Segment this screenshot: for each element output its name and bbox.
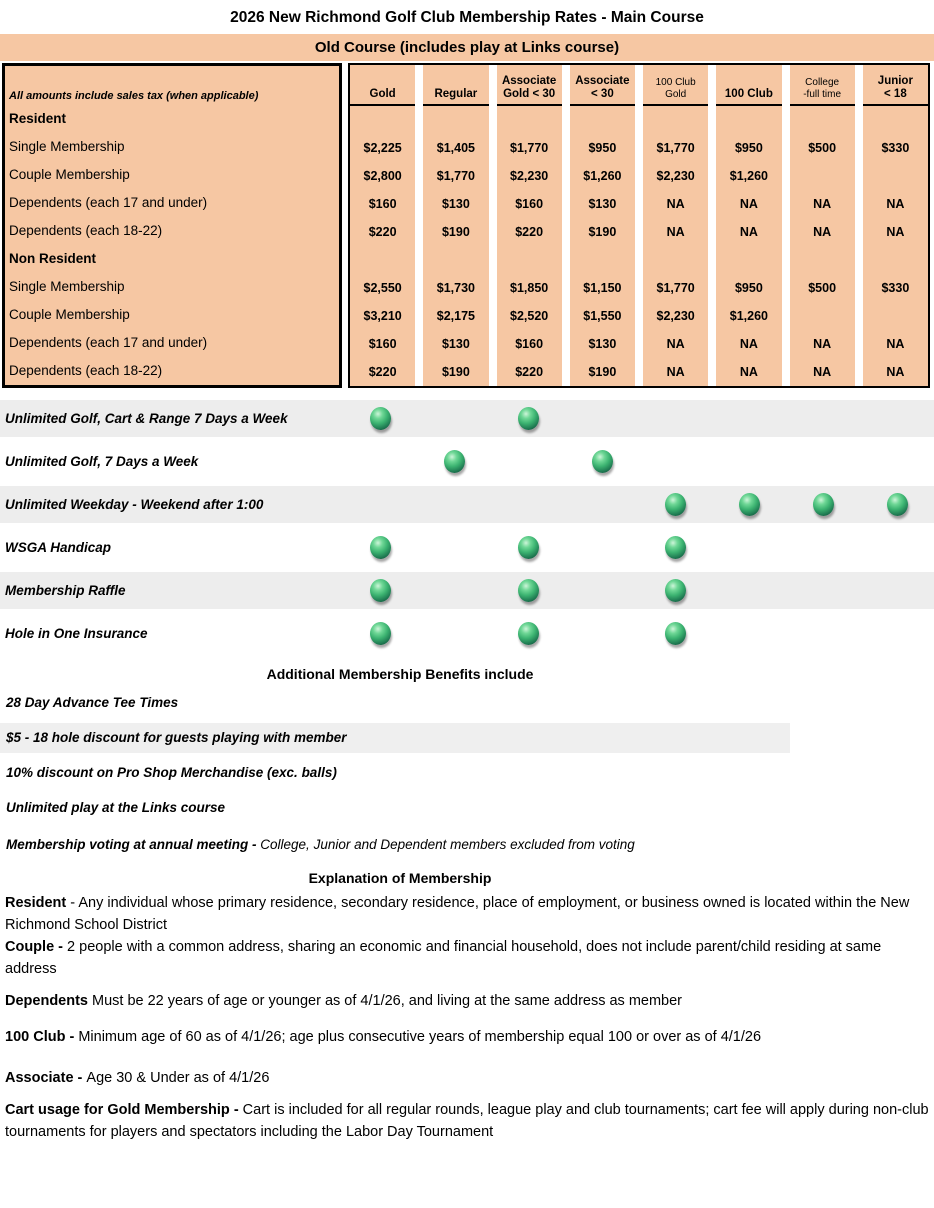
additional-benefit-item: $5 - 18 hole discount for guests playing with member [0,723,790,753]
price-cell: $2,225 [363,141,402,155]
price-cell [790,162,855,190]
price-cell [863,246,928,274]
price-cell: $2,800 [363,169,402,183]
column-header-line1: College [805,77,840,88]
rate-row-label: Single Membership [9,139,125,154]
benefit-cell [569,572,635,609]
additional-benefits-heading: Additional Membership Benefits include [266,666,534,682]
benefit-cell [496,400,562,437]
price-cell: $1,770 [510,141,549,155]
price-cell [863,106,928,134]
price-cell: $160 [515,337,544,351]
golf-ball-icon [665,536,686,559]
rates-price-grid [348,63,930,388]
price-cell: $3,210 [363,309,402,323]
price-cell: NA [813,197,832,211]
golf-ball-icon [370,536,391,559]
column-header-100-club-gold [643,65,708,106]
price-cell: NA [886,197,905,211]
benefit-row [0,443,934,480]
golf-ball-icon [370,622,391,645]
benefit-cell [422,400,488,437]
benefit-row [0,615,934,652]
golf-ball-icon [518,622,539,645]
price-cell: $1,850 [510,281,549,295]
benefit-cell [422,572,488,609]
price-cell [423,106,488,134]
price-cell: $220 [368,225,397,239]
golf-ball-icon [518,579,539,602]
included-benefits-list [0,400,934,652]
benefit-cell [422,486,488,523]
column-header-line2: -full time [803,89,842,100]
price-cell: $220 [515,225,544,239]
price-cell: $1,260 [729,309,768,323]
price-cell: $1,550 [583,309,622,323]
price-cell: $1,770 [656,141,695,155]
price-cell: $2,520 [510,309,549,323]
golf-ball-icon [444,450,465,473]
benefit-cell [643,615,709,652]
benefit-row [0,400,934,437]
price-cell: $950 [734,281,763,295]
benefit-cell [348,486,414,523]
benefit-cell [791,615,857,652]
column-header-line2: 100 Club [724,88,773,100]
price-column-associate-gold [497,65,562,386]
price-cell: $2,230 [656,309,695,323]
price-cell: $130 [441,337,470,351]
rate-row-label: Couple Membership [9,307,130,322]
voting-note-lead: Membership voting at annual meeting - [6,837,261,852]
explanation-term: Couple - [5,939,68,955]
price-cell [423,246,488,274]
benefit-cell [348,443,414,480]
explanation-term: 100 Club - [5,1029,79,1045]
explanation-item [0,892,930,936]
golf-ball-icon [887,493,908,516]
benefit-cell [864,486,930,523]
explanation-item [0,1026,930,1048]
column-header-line2: Regular [434,88,478,100]
golf-ball-icon [665,622,686,645]
price-cell: $220 [515,365,544,379]
column-header-line1: Junior [877,75,913,87]
explanation-text: - Any individual whose primary residence, secondary residence, place of employment, or business owned is located within the New Richmond School District [5,895,910,933]
price-cell: NA [666,365,685,379]
benefit-cell [496,443,562,480]
price-cell: $330 [881,281,910,295]
column-header-line2: Gold < 30 [503,88,556,100]
price-cell: $1,260 [729,169,768,183]
price-cell [570,246,635,274]
benefit-cell [569,615,635,652]
benefit-cell [864,529,930,566]
additional-benefit-item: 28 Day Advance Tee Times [6,695,179,710]
rate-row-label: Dependents (each 17 and under) [9,335,208,350]
price-cell: $1,405 [436,141,475,155]
additional-benefit-item: Unlimited play at the Links course [6,800,226,815]
benefit-row [0,486,934,523]
golf-ball-icon [592,450,613,473]
explanation-text: Must be 22 years of age or younger as of 4/1/26, and living at the same address as member [92,993,683,1009]
benefit-cell [496,486,562,523]
explanation-item [0,990,930,1012]
benefit-ball-grid [348,400,930,437]
golf-ball-icon [665,579,686,602]
benefit-cell [496,615,562,652]
price-cell: $190 [588,365,617,379]
benefit-ball-grid [348,486,930,523]
price-cell: $190 [588,225,617,239]
explanation-text: Age 30 & Under as of 4/1/26 [86,1070,270,1086]
column-header-100-club [716,65,781,106]
price-cell: $2,230 [510,169,549,183]
benefit-cell [422,443,488,480]
benefit-cell [717,486,783,523]
price-cell [863,162,928,190]
benefit-cell [569,529,635,566]
price-cell: NA [666,337,685,351]
price-cell: $160 [515,197,544,211]
column-header-associate-gold [497,65,562,106]
price-cell: NA [666,197,685,211]
column-header-gold [350,65,415,106]
benefit-ball-grid [348,572,930,609]
explanation-text: 2 people with a common address, sharing an economic and financial household, does not include parent/child residing at same address [5,939,882,977]
price-cell: NA [813,225,832,239]
price-cell: $1,770 [656,281,695,295]
column-header-associate-under-30 [570,65,635,106]
price-cell: $2,230 [656,169,695,183]
benefit-label: Membership Raffle [5,583,126,598]
column-header-line1: Associate [501,75,557,87]
price-column-junior [863,65,928,386]
rate-row-label: Dependents (each 18-22) [9,363,163,378]
benefit-cell [791,400,857,437]
benefit-cell [422,615,488,652]
price-cell: $950 [588,141,617,155]
column-header-regular [423,65,488,106]
price-cell: $160 [368,337,397,351]
price-cell [570,106,635,134]
explanation-heading: Explanation of Membership [308,870,492,886]
price-cell [716,106,781,134]
golf-ball-icon [518,536,539,559]
benefit-cell [717,443,783,480]
explanation-item [0,936,930,980]
price-column-100-club [716,65,781,386]
benefit-cell [348,400,414,437]
column-header-line2: < 30 [591,88,614,100]
price-cell: $190 [441,365,470,379]
benefit-cell [791,486,857,523]
benefit-ball-grid [348,615,930,652]
benefit-ball-grid [348,443,930,480]
sales-tax-note: All amounts include sales tax (when applicable) [9,90,259,102]
column-header-line2: Gold [665,89,687,100]
price-cell [350,106,415,134]
price-cell: $220 [368,365,397,379]
price-cell: $500 [808,141,837,155]
price-cell: NA [813,337,832,351]
price-cell: $1,770 [436,169,475,183]
price-cell: $160 [368,197,397,211]
benefit-cell [864,615,930,652]
benefit-cell [864,443,930,480]
column-header-line2: < 18 [884,88,907,100]
voting-note-detail: College, Junior and Dependent members excluded from voting [260,837,635,852]
benefit-cell [643,486,709,523]
benefit-cell [643,529,709,566]
course-banner: Old Course (includes play at Links course) [0,34,934,61]
benefit-label: Unlimited Golf, Cart & Range 7 Days a Week [5,411,288,426]
price-cell [497,106,562,134]
benefit-label: Hole in One Insurance [5,626,148,641]
explanation-term: Cart usage for Gold Membership - [5,1102,243,1118]
price-cell: NA [666,225,685,239]
price-column-college [790,65,855,386]
price-cell: $500 [808,281,837,295]
price-cell: NA [886,225,905,239]
explanation-item [0,1099,930,1143]
golf-ball-icon [370,579,391,602]
price-cell [350,246,415,274]
benefit-cell [348,572,414,609]
price-cell: $1,150 [583,281,622,295]
price-cell: NA [886,365,905,379]
price-column-regular [423,65,488,386]
golf-ball-icon [518,407,539,430]
price-cell: $330 [881,141,910,155]
rate-section-label: Resident [9,111,67,126]
benefit-cell [717,400,783,437]
rates-table [0,63,934,394]
benefit-row [0,529,934,566]
price-cell: $190 [441,225,470,239]
column-header-line1: Associate [575,75,630,87]
benefit-label: Unlimited Weekday - Weekend after 1:00 [5,497,264,512]
benefit-cell [569,486,635,523]
benefit-cell [569,400,635,437]
explanation-text: Cart is included for all regular rounds, league play and club tournaments; cart fee will apply during non-club tournaments for players and spectators including the Labor Day Tournament [5,1102,929,1140]
price-cell: $1,260 [583,169,622,183]
price-cell: $1,730 [436,281,475,295]
benefit-cell [717,615,783,652]
benefit-cell [496,572,562,609]
price-cell [790,302,855,330]
golf-ball-icon [813,493,834,516]
benefit-cell [717,529,783,566]
price-cell [716,246,781,274]
golf-ball-icon [665,493,686,516]
price-column-gold [350,65,415,386]
price-cell: $2,175 [436,309,475,323]
voting-note [6,837,934,852]
price-cell: NA [739,337,758,351]
golf-ball-icon [739,493,760,516]
additional-benefits-list [0,688,934,823]
benefit-cell [348,529,414,566]
benefit-cell [791,572,857,609]
price-cell: $130 [588,197,617,211]
benefit-label: Unlimited Golf, 7 Days a Week [5,454,199,469]
column-header-college [790,65,855,106]
rate-row-label: Dependents (each 17 and under) [9,195,208,210]
golf-ball-icon [370,407,391,430]
column-header-junior [863,65,928,106]
benefit-cell [643,443,709,480]
rate-section-label: Non Resident [9,251,97,266]
explanation-item [0,1067,930,1089]
benefit-cell [569,443,635,480]
price-cell: $950 [734,141,763,155]
benefit-cell [422,529,488,566]
rates-row-labels-panel [2,63,342,388]
benefit-cell [496,529,562,566]
price-cell: NA [739,225,758,239]
explanation-term: Dependents [5,993,93,1009]
benefit-row [0,572,934,609]
benefit-cell [791,443,857,480]
price-cell: NA [739,197,758,211]
price-cell [790,246,855,274]
benefit-cell [791,529,857,566]
benefit-cell [864,572,930,609]
benefit-ball-grid [348,529,930,566]
benefit-cell [717,572,783,609]
price-cell: NA [886,337,905,351]
explanation-text: Minimum age of 60 as of 4/1/26; age plus consecutive years of membership equal 100 or over as of 4/1/26 [78,1029,762,1045]
explanation-list [0,892,930,1143]
price-cell: $130 [441,197,470,211]
benefit-cell [864,400,930,437]
price-cell [863,302,928,330]
column-header-line2: Gold [369,88,396,100]
price-column-associate-under-30 [570,65,635,386]
benefit-cell [643,572,709,609]
explanation-term: Resident [5,895,67,911]
benefit-label: WSGA Handicap [5,540,112,555]
price-column-100-club-gold [643,65,708,386]
rate-row-label: Single Membership [9,279,125,294]
price-cell [790,106,855,134]
price-cell: $2,550 [363,281,402,295]
price-cell: $130 [588,337,617,351]
column-header-line1: 100 Club [655,77,696,88]
price-cell [643,246,708,274]
rate-row-label-list [5,105,339,385]
price-cell [643,106,708,134]
explanation-term: Associate - [5,1070,87,1086]
rate-row-label: Couple Membership [9,167,130,182]
rate-row-label: Dependents (each 18-22) [9,223,163,238]
price-cell: NA [813,365,832,379]
price-cell: NA [739,365,758,379]
price-cell [497,246,562,274]
page-title: 2026 New Richmond Golf Club Membership Rates - Main Course [230,9,704,26]
additional-benefit-item: 10% discount on Pro Shop Merchandise (exc. balls) [6,765,337,780]
benefit-cell [348,615,414,652]
benefit-cell [643,400,709,437]
